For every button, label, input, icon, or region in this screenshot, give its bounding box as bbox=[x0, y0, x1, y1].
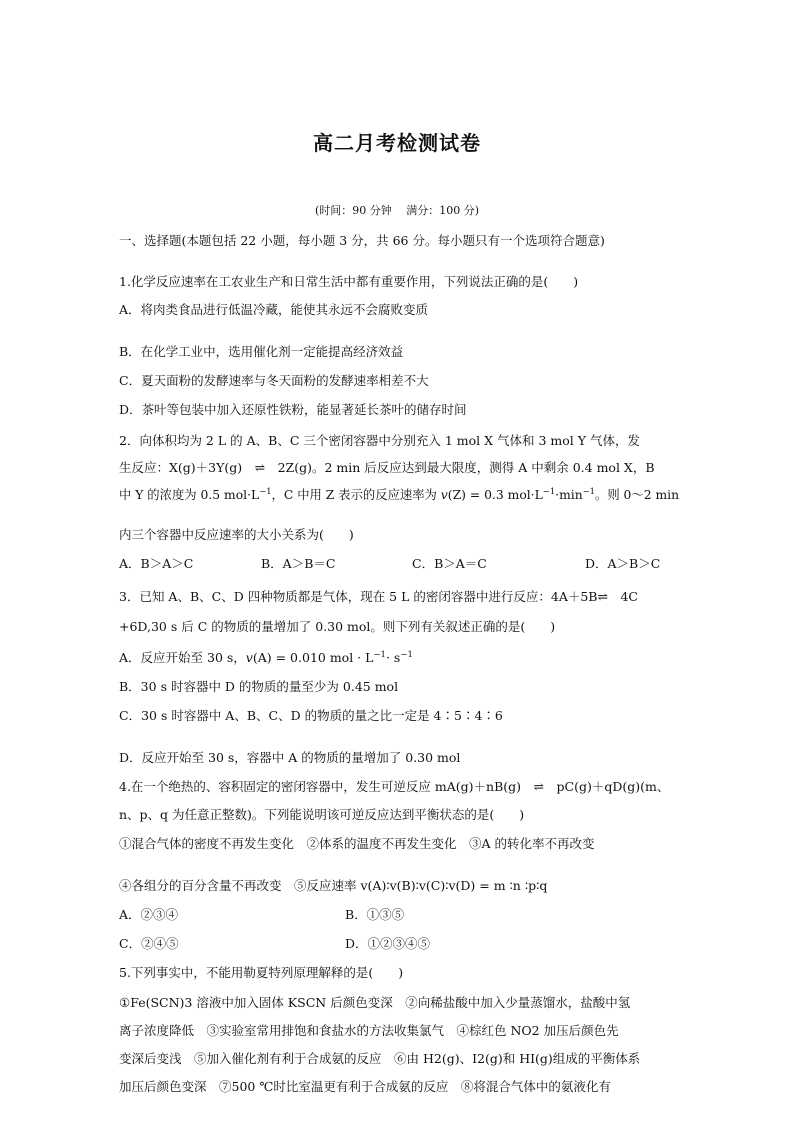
q4-option-a: A．②③④ bbox=[119, 907, 179, 922]
q2-option-d: D．A＞B＞C bbox=[585, 556, 661, 571]
q4-option-b: B．①③⑤ bbox=[345, 907, 405, 922]
q3-option-a bbox=[119, 649, 679, 667]
q2-option-a: A．B＞A＞C bbox=[119, 556, 194, 571]
q2-line-3a: 中 Y 的浓度为 0.5 mol·L bbox=[119, 487, 260, 502]
q2-sup-1: −1 bbox=[259, 486, 272, 497]
q3-rate-symbol: v bbox=[245, 650, 253, 665]
q4-option-d: D．①②③④⑤ bbox=[345, 936, 431, 951]
q1-option-d: D．茶叶等包装中加入还原性铁粉，能显著延长茶叶的储存时间 bbox=[119, 402, 467, 417]
q1-option-a: A．将肉类食品进行低温冷藏，能使其永远不会腐败变质 bbox=[119, 302, 429, 317]
q5-line-4: 加压后颜色变深 ⑦500 ℃时比室温更有利于合成氨的反应 ⑧将混合气体中的氨液化有 bbox=[119, 1079, 611, 1094]
q2-line-3d: ·min bbox=[555, 487, 583, 502]
q5-stem: 5.下列事实中，不能用勒夏特列原理解释的是( ) bbox=[119, 965, 404, 980]
q2-sup-3: −1 bbox=[582, 486, 595, 497]
q2-line-3 bbox=[119, 486, 680, 504]
q4-option-c: C．②④⑤ bbox=[119, 936, 179, 951]
q5-line-1: ①Fe(SCN)3 溶液中加入固体 KSCN 后颜色变深 ②向稀盐酸中加入少量蒸馏水，盐酸中氢 bbox=[119, 995, 631, 1010]
q4-line-3: ①混合气体的密度不再发生变化 ②体系的温度不再发生变化 ③A 的转化率不再改变 bbox=[119, 836, 595, 851]
q3-option-d: D．反应开始至 30 s，容器中 A 的物质的量增加了 0.30 mol bbox=[119, 750, 461, 765]
q2-sup-2: −1 bbox=[542, 486, 556, 497]
q2-option-b: B．A＞B＝C bbox=[261, 556, 336, 571]
q5-line-2: 离子浓度降低 ③实验室常用排饱和食盐水的方法收集氯气 ④棕红色 NO2 加压后颜色先 bbox=[119, 1023, 619, 1038]
exam-time-score: (时间：90 分钟 满分：100 分) bbox=[314, 204, 480, 217]
q5-line-3: 变深后变浅 ⑤加入催化剂有利于合成氨的反应 ⑥由 H2(g)、I2(g)和 HI(g)组成的平衡体系 bbox=[119, 1051, 641, 1066]
q3-option-a-2: (A) = 0.010 mol · L bbox=[252, 650, 374, 665]
q2-rate-symbol: v bbox=[440, 487, 448, 502]
q3-line-2: +6D,30 s 后 C 的物质的量增加了 0.30 mol。则下列有关叙述正确的是( ) bbox=[119, 619, 556, 634]
q2-line-1: 2．向体积均为 2 L 的 A、B、C 三个密闭容器中分别充入 1 mol X 气体和 3 mol Y 气体，发 bbox=[119, 433, 640, 448]
q3-sup-2: −1 bbox=[400, 649, 413, 660]
q3-option-b: B．30 s 时容器中 D 的物质的量至少为 0.45 mol bbox=[119, 679, 399, 694]
q1-option-b: B．在化学工业中，选用催化剂一定能提高经济效益 bbox=[119, 344, 404, 359]
q3-option-a-1: A．反应开始至 30 s， bbox=[119, 650, 246, 665]
q3-line-1: 3．已知 A、B、C、D 四种物质都是气体，现在 5 L 的密闭容器中进行反应：4A＋5B⇌ 4C bbox=[119, 589, 638, 604]
q1-option-c: C．夏天面粉的发酵速率与冬天面粉的发酵速率相差不大 bbox=[119, 373, 429, 388]
q1-stem: 1.化学反应速率在工农业生产和日常生活中都有重要作用，下列说法正确的是( ) bbox=[119, 274, 579, 289]
q2-option-c: C．B＞A＝C bbox=[412, 556, 487, 571]
q4-line-4: ④各组分的百分含量不再改变 ⑤反应速率 v(A)∶v(B)∶v(C)∶v(D) = m ∶n ∶p∶q bbox=[119, 878, 548, 893]
q2-line-3e: 。则 0～2 min bbox=[594, 487, 680, 502]
q4-line-2: n、p、q 为任意正整数)。下列能说明该可逆反应达到平衡状态的是( ) bbox=[119, 807, 525, 822]
q3-option-a-3: · s bbox=[385, 650, 401, 665]
q2-line-3c: (Z) = 0.3 mol·L bbox=[447, 487, 543, 502]
q3-option-c: C．30 s 时容器中 A、B、C、D 的物质的量之比一定是 4∶5∶4∶6 bbox=[119, 708, 503, 723]
page-title: 高二月考检测试卷 bbox=[313, 131, 481, 155]
q3-sup-1: −1 bbox=[373, 649, 386, 660]
q4-line-1: 4.在一个绝热的、容积固定的密闭容器中，发生可逆反应 mA(g)＋nB(g) ⇌ pC(g)＋qD(g)(m、 bbox=[119, 779, 670, 794]
q2-line-3b: ，C 中用 Z 表示的反应速率为 bbox=[271, 487, 441, 502]
q2-line-4: 内三个容器中反应速率的大小关系为( ) bbox=[119, 527, 354, 542]
q2-line-2: 生反应：X(g)＋3Y(g) ⇌ 2Z(g)。2 min 后反应达到最大限度，测得 A 中剩余 0.4 mol X，B bbox=[119, 460, 655, 475]
section-heading: 一、选择题(本题包括 22 小题，每小题 3 分，共 66 分。每小题只有一个选项符合题意) bbox=[119, 233, 605, 248]
